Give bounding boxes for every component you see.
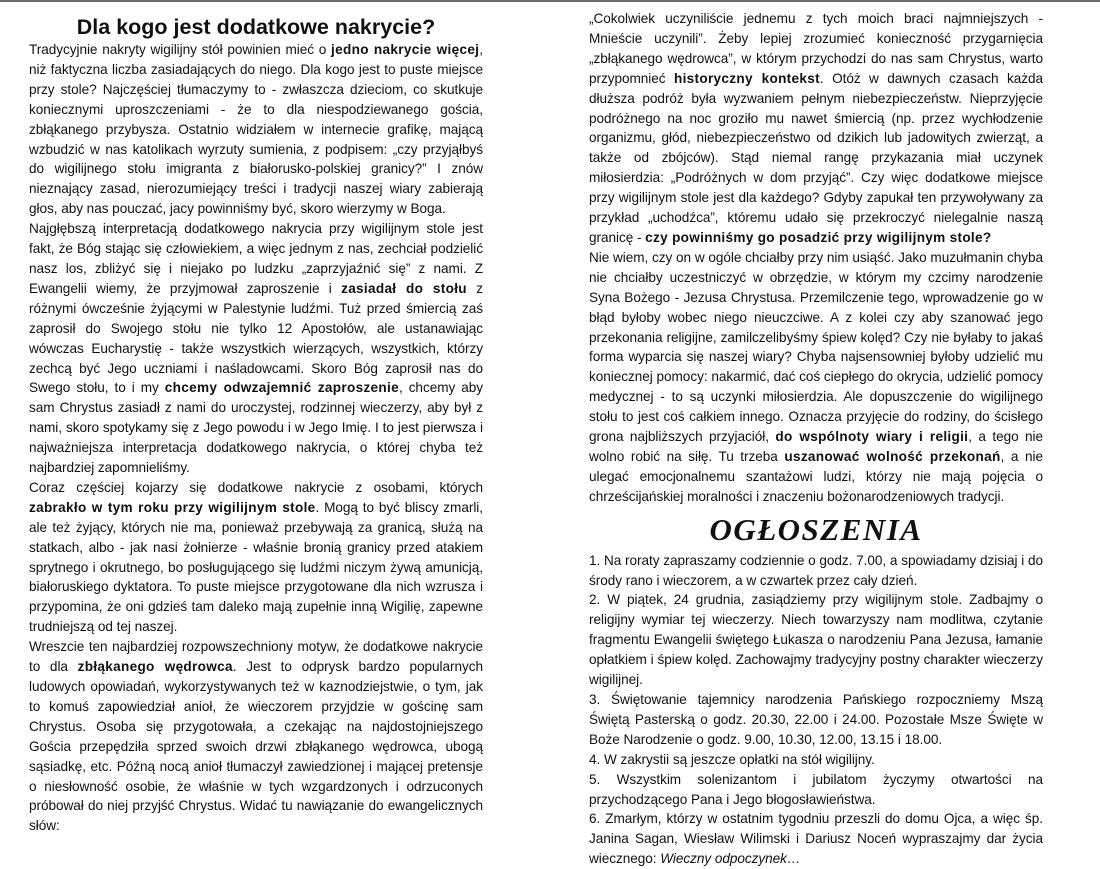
article-paragraph-4	[29, 637, 483, 836]
announcement-item: 5. Wszystkim solenizantom i jubilatom życzymy otwartości na przychodzącego Pana i Jego błogosławieństwa.	[589, 771, 1043, 807]
text-run: , a tego nie wolno robić na siłę. Tu trzeba	[589, 429, 1044, 464]
announcement-item: 3. Świętowanie tajemnicy narodzenia Pańskiego rozpoczniemy Mszą Świętą Pasterską o godz. 20.30, 22.00 i 24.00. Pozostałe Msze Święte w Boże Narodzenie o godz. 9.00, 10.30, 12.00, 13.15 i 18.00.	[589, 692, 1043, 747]
article-paragraph-3	[29, 478, 483, 637]
article-paragraph-6	[589, 248, 1043, 507]
announcements-title: OGŁOSZENIA	[709, 511, 923, 547]
announcement-item	[589, 809, 1043, 869]
text-run: . Jest to odprysk bardzo popularnych ludowych opowiadań, wykorzystywanych też w kaznodziejstwie, o tym, jak to komuś zapowiedział anioł, że wieczorem przyjdzie w gościnę sam Chrystus. Osoba się przygotowała, a czekając na najdostojniejszego Gościa przepędziła sprzed swoich drzwi zbłąkanego wędrowca, ubogą sąsiadkę, etc. Późną nocą anioł tłumaczył zawiedzionej i mającej pretensje o niesłowność osobie, że właśnie w tych wzgardzonych i odrzuconych próbował do niej przyjść Chrystus. Widać tu nawiązanie do ewangelicznych słów:	[29, 659, 484, 834]
article-paragraph-1	[29, 40, 483, 219]
text-run: , niż faktyczna liczba zasiadających do niego. Dla kogo jest to puste miejsce przy stole? Najczęściej tłumaczymy to - zwłaszcza dzieciom, co skutkuje koniecznymi uproszczeniami - że to dla niespodziewanego gościa, zbłąkanego przybysza. Ostatnio widziałem w internecie grafikę, mającą wzbudzić w nas katolikach wyrzuty sumienia, z podpisem: „czy przyjąłbyś do wigilijnego stołu imigranta z białorusko-polskiej granicy?” I znów nieznający zasad, nierozumiejący treści i tradycji naszej wiary zabierają głos, aby nas pouczać, jacy powinniśmy być, skoro wierzymy w Boga.	[29, 42, 483, 217]
emphasis-text: do wspólnoty wiary i religii	[775, 429, 969, 445]
announcement-item: 2. W piątek, 24 grudnia, zasiądziemy przy wigilijnym stole. Zadbajmy o religijny wymiar tej wieczerzy. Niech towarzyszy nam modlitwa, czytanie fragmentu Ewangelii świętego Łukasza o narodzeniu Pana Jezusa, łamanie opłatkiem i śpiew kolęd. Zachowajmy tradycyjny postny charakter wieczerzy wigilijnej.	[589, 592, 1043, 688]
article-paragraph-2	[29, 219, 483, 478]
text-run: Wreszcie ten najbardziej rozpowszechniony motyw, że dodatkowe nakrycie to dla	[29, 639, 483, 675]
announcement-item: 1. Na roraty zapraszamy codziennie o godz. 7.00, a spowiadamy dzisiaj i do środy rano i wieczorem, a w czwartek przez cały dzień.	[589, 552, 1043, 588]
article-title: Dla kogo jest dodatkowe nakrycie?	[76, 15, 436, 39]
text-run: Tradycyjnie nakryty wigilijny stół powinien mieć o	[29, 42, 332, 57]
text-run: Nie wiem, czy on w ogóle chciałby przy nim usiąść. Jako muzułmanin chyba nie chciałby uczestniczyć w obrzędzie, w którym my czcimy narodzenie Syna Bożego - Jezusa Chrystusa. Przemilczenie tego, wprowadzenie go w błąd byłoby wobec niego nieuczciwe. A z kolei czy aby szanować jego przekonania religijne, zamilczelibyśmy śpiew kolęd? Czy nie byłaby to jakaś forma wyparcia się naszej wiary? Chyba najsensowniej byłoby udzielić mu koniecznej pomocy: nakarmić, dać coś ciepłego do okrycia, udzielić pomocy medycznej - to są uczynki miłosierdzia. Ale dopuszczenie do wigilijnego stołu to jest coś całkiem innego. Oznacza przyjęcie do rodziny, do ścisłego grona najbliższych przyjaciół,	[589, 249, 1043, 445]
text-run: Coraz częściej kojarzy się dodatkowe nakrycie z osobami, których	[29, 479, 483, 495]
prayer-reference: Wieczny odpoczynek…	[660, 851, 801, 867]
text-run: , chcemy aby sam Chrystus zasiadł z nami do uroczystej, rodzinnej wieczerzy, aby był z nami, skoro spotykamy się z Jego powodu i w Jego Imię. I to jest pierwsza i najważniejsza interpretacja dodatkowego nakrycia, o której chyba też najbardziej zapomnieliśmy.	[29, 380, 483, 476]
emphasis-text: czy powinniśmy go posadzić przy wigilijnym stole?	[645, 229, 992, 245]
article-column-right	[589, 9, 1043, 869]
emphasis-text: zabrakło w tym roku przy wigilijnym stole	[29, 499, 316, 515]
text-run: . Otóż w dawnych czasach każda dłuższa podróż była wyzwaniem pełnym niebezpieczeństw. Nieprzyjęcie podróżnego na noc groziło mu nawet śmiercią (np. przez wychłodzenie organizmu, głód, niebezpieczeństwo od dzikich lub jadowitych zwierząt, a także od zbójców). Stąd niemal rangę przykazania miał uczynek miłosierdzia: „Podróżnych w dom przyjąć”. Czy więc dodatkowe miejsce przy wigilijnym stole jest dla każdego? Gdyby zapukał ten przywoływany za przykład „uchodźca”, któremu udało się przekroczyć nielegalnie naszą granicę -	[589, 70, 1043, 245]
article-paragraph-5	[589, 9, 1043, 248]
emphasis-text: uszanować wolność przekonań	[784, 448, 1001, 464]
announcements-section	[589, 513, 1043, 869]
emphasis-text: historyczny kontekst	[673, 70, 820, 86]
emphasis-text: jedno nakrycie więcej	[331, 42, 480, 57]
emphasis-text: zbłąkanego wędrowca	[77, 659, 233, 675]
emphasis-text: chcemy odwzajemnić zaproszenie	[164, 380, 399, 396]
emphasis-text: zasiadał do stołu	[341, 280, 467, 296]
text-run: „Cokolwiek uczyniliście jednemu z tych moich braci najmniejszych - Mnieście uczynili”. Żeby lepiej zrozumieć konieczność przygarnięcia „zbłąkanego wędrowca”, w którym przychodzi do nas sam Chrystus, warto przypomnieć	[589, 11, 1043, 86]
text-run: Najgłębszą interpretacją dodatkowego nakrycia przy wigilijnym stole jest fakt, że Bóg stając się człowiekiem, a więc jednym z nas, zechciał podzielić nasz los, zbliżyć się i niejako po ludzku „zaprzyjaźnić się” z nami. Z Ewangelii wiemy, że przyjmował zaproszenie i	[29, 221, 483, 296]
text-run: 6. Zmarłym, którzy w ostatnim tygodniu przeszli do domu Ojca, a więc śp. Janina Sagan, Wiesław Wilimski i Dariusz Noceń wypraszajmy dar życia wiecznego:	[589, 811, 1043, 867]
page-top-border	[0, 0, 1100, 2]
announcement-item: 4. W zakrystii są jeszcze opłatki na stół wigilijny.	[589, 751, 875, 767]
text-run: . Mogą to być bliscy zmarli, ale też żyjący, których nie ma, ponieważ przebywają za granicą, służą na statkach, albo - jak nasi żołnierze - właśnie bronią granicy przed atakiem sprytnego i okrutnego, bo posługującego się ludźmi niczym żywą amunicją, białoruskiego dyktatora. To puste miejsce przygotowane dla nich wzrusza i przypomina, że oni gdzieś tam daleko mają zupełnie inną Wigilię, zapewne trudniejszą od tej naszej.	[29, 499, 483, 635]
text-run: z różnymi ówcześnie żyjącymi w Palestynie ludźmi. Tuż przed śmiercią zaś zaprosił do Swojego stołu nie tylko 12 Apostołów, ale ustanawiając wówczas Eucharystię - także wszystkich wierzących, wszystkich, którzy zechcą być Jego uczniami i naśladowcami. Skoro Bóg zaprosił nas do Swego stołu, to i my	[29, 280, 483, 396]
text-run: , a nie ulegać emocjonalnemu szantażowi ludzi, którzy nie mają pojęcia o chrześcijańskiej moralności i znaczeniu bożonarodzeniowych tradycji.	[589, 448, 1043, 504]
article-column-left	[29, 8, 483, 836]
